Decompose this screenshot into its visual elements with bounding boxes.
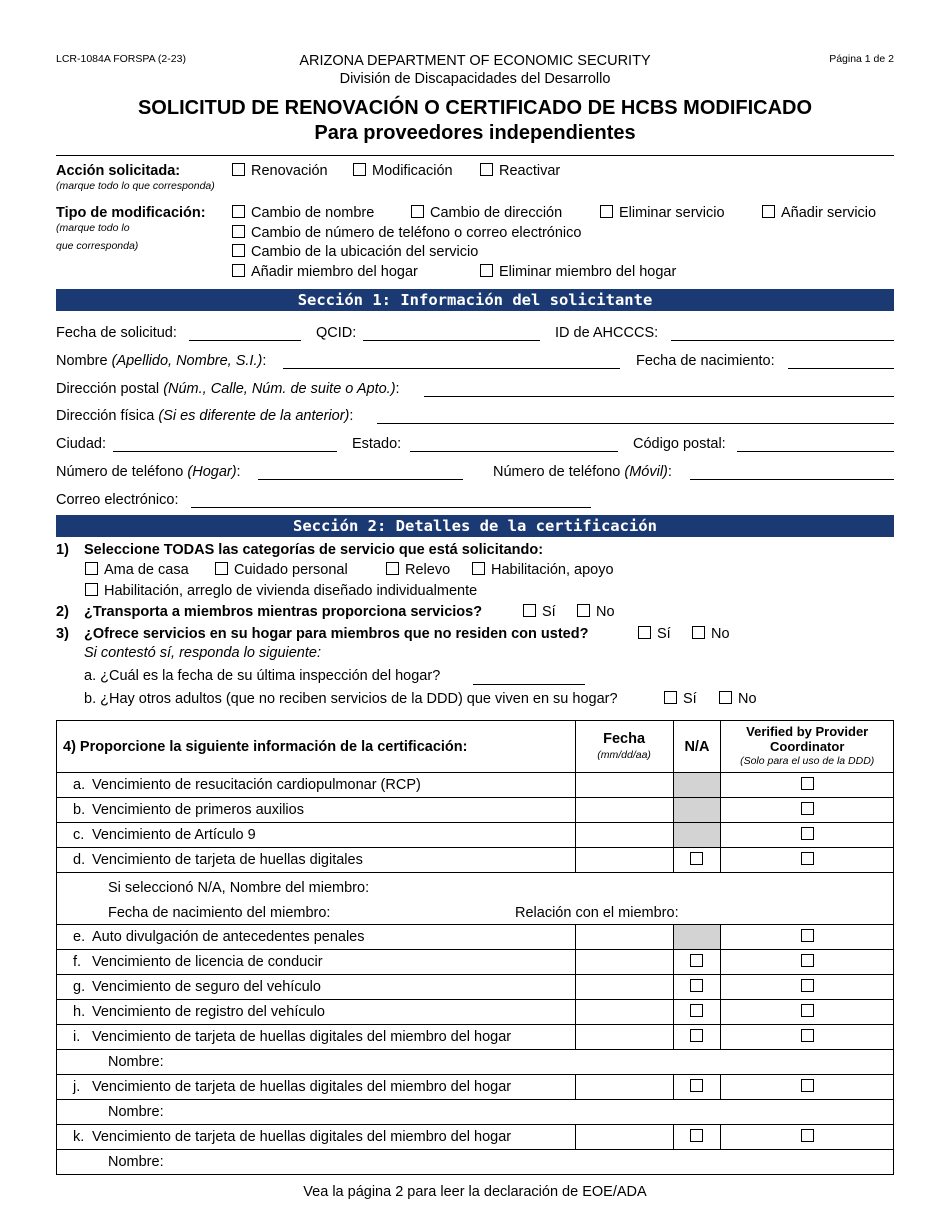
verified-checkbox[interactable] xyxy=(801,929,814,942)
table-row: c. Vencimiento de Artículo 9 xyxy=(57,823,894,848)
table-row-nombre xyxy=(57,1150,894,1175)
verified-checkbox[interactable] xyxy=(801,954,814,967)
postal-field[interactable] xyxy=(424,396,894,397)
nacimiento-label: Fecha de nacimiento: xyxy=(636,353,775,369)
section-2-header: Sección 2: Detalles de la certificación xyxy=(56,515,894,537)
date-cell[interactable] xyxy=(575,1075,673,1100)
nombre-field-row[interactable]: Nombre: xyxy=(57,1150,894,1175)
verified-checkbox[interactable] xyxy=(801,1079,814,1092)
ciudad-label: Ciudad: xyxy=(56,436,106,452)
postal-label: Dirección postal (Núm., Calle, Núm. de suite o Apto.): xyxy=(56,381,400,397)
date-cell[interactable] xyxy=(575,1125,673,1150)
checkbox[interactable] xyxy=(480,163,493,176)
form-code: LCR-1084A FORSPA (2-23) xyxy=(56,53,186,65)
date-cell[interactable] xyxy=(575,950,673,975)
q2-number: 2) xyxy=(56,604,69,620)
q1-text: Seleccione TODAS las categorías de servicio que está solicitando: xyxy=(84,542,544,558)
nombre-label: Nombre (Apellido, Nombre, S.I.): xyxy=(56,353,267,369)
checkbox[interactable] xyxy=(232,244,245,257)
col-verified-header: Verified by Provider Coordinator (Solo para el uso de la DDD) xyxy=(721,721,894,773)
table-row: a. Vencimiento de resucitación cardiopulmonar (RCP) xyxy=(57,773,894,798)
q1-cuidado-personal[interactable]: Cuidado personal xyxy=(215,562,348,578)
table-row: h. Vencimiento de registro del vehículo xyxy=(57,1000,894,1025)
section-1-header: Sección 1: Información del solicitante xyxy=(56,289,894,311)
verified-checkbox[interactable] xyxy=(801,1004,814,1017)
tipo-hint-2: que corresponda) xyxy=(56,240,139,252)
nombre-field[interactable] xyxy=(283,368,620,369)
correo-field[interactable] xyxy=(191,507,591,508)
form-title: SOLICITUD DE RENOVACIÓN O CERTIFICADO DE HCBS MODIFICADO xyxy=(137,97,813,119)
q3-si[interactable]: Sí xyxy=(638,626,671,642)
q3b-si[interactable]: Sí xyxy=(664,691,697,707)
table-row: k. Vencimiento de tarjeta de huellas digitales del miembro del hogar xyxy=(57,1125,894,1150)
tipo-eliminar-miembro[interactable]: Eliminar miembro del hogar xyxy=(480,264,676,280)
date-cell[interactable] xyxy=(575,1000,673,1025)
qcid-field[interactable] xyxy=(363,340,540,341)
verified-checkbox[interactable] xyxy=(801,1029,814,1042)
checkbox[interactable] xyxy=(85,562,98,575)
table-row: b. Vencimiento de primeros auxilios xyxy=(57,798,894,823)
ahcccs-label: ID de AHCCCS: xyxy=(555,325,659,341)
q1-habilitacion-apoyo[interactable]: Habilitación, apoyo xyxy=(472,562,614,578)
date-cell[interactable] xyxy=(575,975,673,1000)
nacimiento-field[interactable] xyxy=(788,368,894,369)
division-name: División de Discapacidades del Desarrollo xyxy=(339,71,611,87)
estado-field[interactable] xyxy=(410,451,618,452)
nombre-field-row[interactable]: Nombre: xyxy=(57,1100,894,1125)
table-row: g. Vencimiento de seguro del vehículo xyxy=(57,975,894,1000)
checkbox[interactable] xyxy=(577,604,590,617)
verified-checkbox[interactable] xyxy=(801,852,814,865)
checkbox[interactable] xyxy=(215,562,228,575)
col-na-header: N/A xyxy=(673,721,721,773)
date-cell[interactable] xyxy=(575,848,673,873)
na-checkbox[interactable] xyxy=(690,852,703,865)
tel-movil-field[interactable] xyxy=(690,479,894,480)
checkbox[interactable] xyxy=(472,562,485,575)
date-cell[interactable] xyxy=(575,1025,673,1050)
tipo-cambio-nombre[interactable]: Cambio de nombre xyxy=(232,205,374,221)
member-dob-label: Fecha de nacimiento del miembro: xyxy=(108,905,331,921)
checkbox[interactable] xyxy=(692,626,705,639)
checkbox[interactable] xyxy=(411,205,424,218)
table-row: e. Auto divulgación de antecedentes penales xyxy=(57,925,894,950)
checkbox[interactable] xyxy=(600,205,613,218)
q3-number: 3) xyxy=(56,626,69,642)
q2-si[interactable]: Sí xyxy=(523,604,556,620)
na-member-label: Si seleccionó N/A, Nombre del miembro: xyxy=(108,880,370,896)
tel-hogar-field[interactable] xyxy=(258,479,463,480)
checkbox[interactable] xyxy=(353,163,366,176)
verified-checkbox[interactable] xyxy=(801,979,814,992)
tipo-hint-1: (marque todo lo xyxy=(56,222,130,234)
checkbox[interactable] xyxy=(664,691,677,704)
q3b-no[interactable]: No xyxy=(719,691,757,707)
verified-checkbox[interactable] xyxy=(801,827,814,840)
checkbox[interactable] xyxy=(232,163,245,176)
page-number: Página 1 de 2 xyxy=(829,53,894,65)
accion-hint: (marque todo lo que corresponda) xyxy=(56,180,215,192)
certification-table xyxy=(56,720,894,1175)
accion-renovacion[interactable]: Renovación xyxy=(232,163,328,179)
fisica-field[interactable] xyxy=(377,423,894,424)
q3b-text: b. ¿Hay otros adultos (que no reciben servicios de la DDD) que viven en su hogar? xyxy=(84,691,618,707)
checkbox[interactable] xyxy=(232,225,245,238)
q3a-text: a. ¿Cuál es la fecha de su última inspección del hogar? xyxy=(84,668,441,684)
tel-hogar-label: Número de teléfono (Hogar): xyxy=(56,464,241,480)
date-cell[interactable] xyxy=(575,773,673,798)
q2-text: ¿Transporta a miembros mientras proporciona servicios? xyxy=(84,604,483,620)
checkbox[interactable] xyxy=(386,562,399,575)
checkbox[interactable] xyxy=(719,691,732,704)
verified-checkbox[interactable] xyxy=(801,802,814,815)
na-checkbox[interactable] xyxy=(690,1004,703,1017)
tipo-cambio-ubicacion[interactable]: Cambio de la ubicación del servicio xyxy=(232,244,478,260)
tel-movil-label: Número de teléfono (Móvil): xyxy=(493,464,672,480)
table-row: f. Vencimiento de licencia de conducir xyxy=(57,950,894,975)
footer-note: Vea la página 2 para leer la declaración de EOE/ADA xyxy=(303,1184,647,1200)
checkbox[interactable] xyxy=(232,205,245,218)
accion-reactivar[interactable]: Reactivar xyxy=(480,163,560,179)
q4-text: 4) Proporcione la siguiente información de la certificación: xyxy=(57,721,576,773)
ciudad-field[interactable] xyxy=(113,451,337,452)
q1-number: 1) xyxy=(56,542,69,558)
na-checkbox[interactable] xyxy=(690,954,703,967)
table-row: i. Vencimiento de tarjeta de huellas digitales del miembro del hogar xyxy=(57,1025,894,1050)
checkbox[interactable] xyxy=(480,264,493,277)
table-row-member-info xyxy=(57,873,894,925)
q3-text: ¿Ofrece servicios en su hogar para miembros que no residen con usted? xyxy=(84,626,589,642)
fisica-label: Dirección física (Si es diferente de la anterior): xyxy=(56,408,354,424)
relacion-label: Relación con el miembro: xyxy=(515,905,679,921)
checkbox[interactable] xyxy=(523,604,536,617)
accion-modificacion[interactable]: Modificación xyxy=(353,163,453,179)
q1-ama-de-casa[interactable]: Ama de casa xyxy=(85,562,189,578)
na-checkbox[interactable] xyxy=(690,1079,703,1092)
na-checkbox[interactable] xyxy=(690,1029,703,1042)
correo-label: Correo electrónico: xyxy=(56,492,179,508)
agency-name: ARIZONA DEPARTMENT OF ECONOMIC SECURITY xyxy=(299,53,651,69)
date-cell[interactable] xyxy=(575,798,673,823)
table-header-row xyxy=(57,721,894,773)
table-row: j. Vencimiento de tarjeta de huellas digitales del miembro del hogar xyxy=(57,1075,894,1100)
estado-label: Estado: xyxy=(352,436,402,452)
verified-checkbox[interactable] xyxy=(801,777,814,790)
table-row: d. Vencimiento de tarjeta de huellas digitales xyxy=(57,848,894,873)
q3a-field[interactable] xyxy=(473,684,585,685)
tipo-cambio-direccion[interactable]: Cambio de dirección xyxy=(411,205,562,221)
table-row-nombre xyxy=(57,1100,894,1125)
q1-habilitacion-vivienda[interactable]: Habilitación, arreglo de vivienda diseñado individualmente xyxy=(85,583,477,599)
tipo-label: Tipo de modificación: xyxy=(56,205,206,221)
table-row-nombre xyxy=(57,1050,894,1075)
checkbox[interactable] xyxy=(232,264,245,277)
codigo-field[interactable] xyxy=(737,451,894,452)
fecha-solicitud-field[interactable] xyxy=(189,340,301,341)
tipo-anadir-servicio[interactable]: Añadir servicio xyxy=(762,205,876,221)
ahcccs-field[interactable] xyxy=(671,340,894,341)
q3-hint: Si contestó sí, responda lo siguiente: xyxy=(84,645,321,661)
date-cell[interactable] xyxy=(575,823,673,848)
checkbox[interactable] xyxy=(85,583,98,596)
q1-relevo[interactable]: Relevo xyxy=(386,562,450,578)
qcid-label: QCID: xyxy=(316,325,357,341)
accion-label: Acción solicitada: xyxy=(56,163,181,179)
codigo-label: Código postal: xyxy=(633,436,726,452)
na-checkbox[interactable] xyxy=(690,1129,703,1142)
verified-checkbox[interactable] xyxy=(801,1129,814,1142)
tipo-cambio-telefono[interactable]: Cambio de número de teléfono o correo electrónico xyxy=(232,225,581,241)
q3-no[interactable]: No xyxy=(692,626,730,642)
tipo-eliminar-servicio[interactable]: Eliminar servicio xyxy=(600,205,725,221)
na-checkbox[interactable] xyxy=(690,979,703,992)
nombre-field-row[interactable]: Nombre: xyxy=(57,1050,894,1075)
date-cell[interactable] xyxy=(575,925,673,950)
q2-no[interactable]: No xyxy=(577,604,615,620)
header-divider xyxy=(56,155,894,156)
checkbox[interactable] xyxy=(762,205,775,218)
fecha-solicitud-label: Fecha de solicitud: xyxy=(56,325,177,341)
checkbox[interactable] xyxy=(638,626,651,639)
col-fecha-header: Fecha (mm/dd/aa) xyxy=(575,721,673,773)
form-subtitle: Para proveedores independientes xyxy=(314,122,636,144)
tipo-anadir-miembro[interactable]: Añadir miembro del hogar xyxy=(232,264,418,280)
